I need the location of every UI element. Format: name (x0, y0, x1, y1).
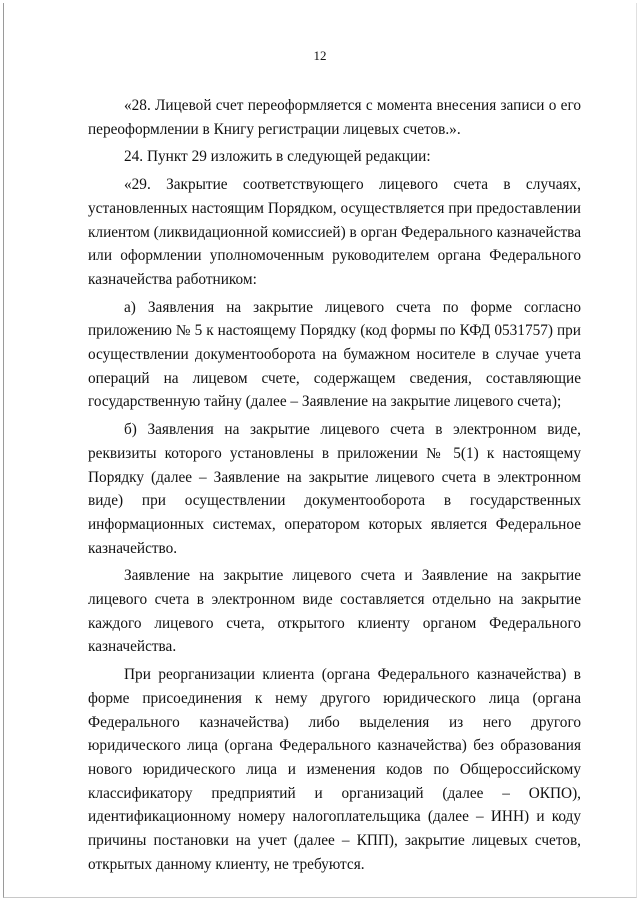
paragraph-item-a: а) Заявления на закрытие лицевого счета по форме согласно приложению № 5 к настоящему Порядку (код формы по КФД 0531757) при осуществлении документооборота на бумажном носителе в случае учета операций на лицевом счете, содержащем сведения, составляющие государственную тайну (далее – Заявление на закрытие лицевого счета); (88, 298, 581, 411)
paragraph-item-b: б) Заявления на закрытие лицевого счета в электронном виде, реквизиты которого установлены в приложении № 5(1) к настоящему Порядку (далее – Заявление на закрытие лицевого счета в электронном виде) при осуществлении документооборота в государственных информационных системах, оператором которых является Федеральное казначейство. (88, 421, 581, 557)
page-number: 12 (313, 48, 327, 63)
paragraph-reorganization: При реорганизации клиента (органа Федерального казначейства) в форме присоединения к нему другого юридического лица (органа Федерального казначейства) либо выделения из него другого юридического лица (органа Федерального казначейства) без образования нового юридического лица и изменения кодов по Общероссийскому классификатору предприятий и организаций (далее – ОКПО), идентификационному номеру налогоплательщика (далее – ИНН) и коду причины постановки на учет (далее – КПП), закрытие лицевых счетов, открытых данному клиенту, не требуются. (88, 666, 581, 873)
paragraph-29: «29. Закрытие соответствующего лицевого счета в случаях, установленных настоящим Порядком, осуществляется при предоставлении клиентом (ликвидационной комиссией) в орган Федерального казначейства или оформлении уполномоченным руководителем органа Федерального казначейства работником: (88, 176, 581, 288)
paragraph-statement: Заявление на закрытие лицевого счета и Заявление на закрытие лицевого счета в электронном виде составляется отдельно на закрытие каждого лицевого счета, открытого клиенту органом Федерального казначейства. (88, 567, 581, 656)
paragraph-28: «28. Лицевой счет переоформляется с момента внесения записи о его переоформлении в Книгу регистрации лицевых счетов.». (88, 97, 581, 138)
document-body (88, 94, 581, 877)
paragraph-24: 24. Пункт 29 изложить в следующей редакции: (124, 148, 431, 166)
